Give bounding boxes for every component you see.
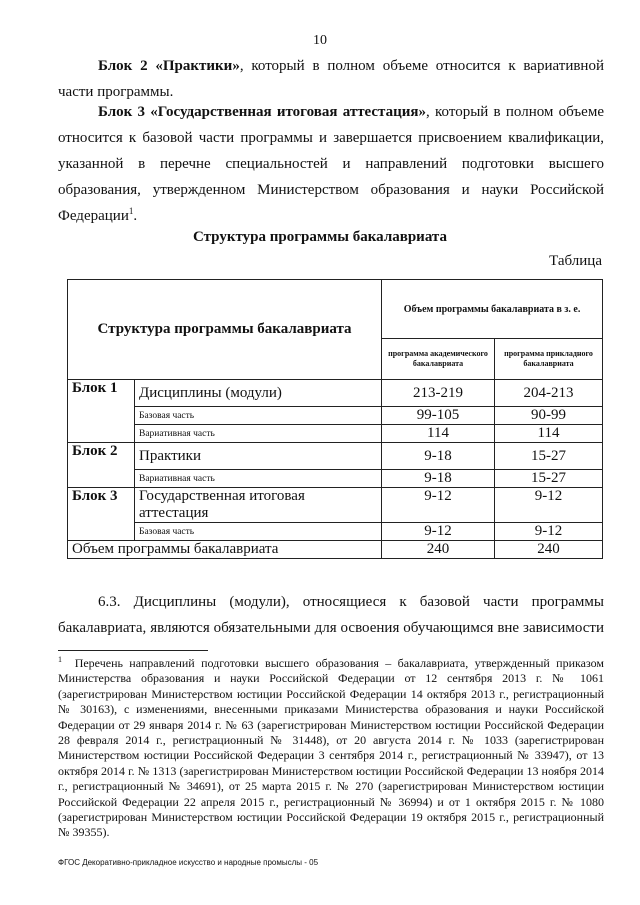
table-row xyxy=(68,407,603,425)
block-3-title: Блок 3 «Государственная итоговая аттестация» xyxy=(98,104,427,120)
block-3-text: , который в полном объеме относится к базовой части программы и завершается присвоением квалификации, указанной в перечне специальностей и направлений подготовки высшего образования, утвержденном Министерством образования и науки Российской Федерации xyxy=(58,104,604,224)
row-academic-value: 99-105 xyxy=(382,407,495,425)
footnote xyxy=(58,656,604,841)
row-academic-value: 9-12 xyxy=(382,488,495,523)
block-1-label: Блок 1 xyxy=(68,380,135,443)
row-name: Вариативная часть xyxy=(135,425,382,443)
table-total-row xyxy=(68,541,603,559)
header-applied: программа прикладного бакалавриата xyxy=(495,339,603,380)
row-applied-value: 204-213 xyxy=(495,380,603,407)
row-applied-value: 9-12 xyxy=(495,488,603,523)
paragraph-6-3: 6.3. Дисциплины (модули), относящиеся к базовой части программы бакалавриата, являются обязательными для освоения обучающимся вне зависимости xyxy=(58,594,604,636)
block-3-end: . xyxy=(133,208,138,224)
row-name: Дисциплины (модули) xyxy=(135,380,382,407)
header-volume: Объем программы бакалавриата в з. е. xyxy=(382,280,603,339)
row-name: Базовая часть xyxy=(135,407,382,425)
table-row xyxy=(68,523,603,541)
table-row xyxy=(68,380,603,407)
row-academic-value: 9-12 xyxy=(382,523,495,541)
header-structure: Структура программы бакалавриата xyxy=(68,280,382,380)
row-academic-value: 9-18 xyxy=(382,443,495,470)
row-name: Государственная итоговая аттестация xyxy=(135,488,382,523)
row-academic-value: 213-219 xyxy=(382,380,495,407)
footnote-divider xyxy=(58,650,208,651)
program-structure-table xyxy=(67,279,603,559)
table-label: Таблица xyxy=(549,253,602,269)
page-number: 10 xyxy=(313,33,327,48)
row-applied-value: 15-27 xyxy=(495,443,603,470)
row-name: Вариативная часть xyxy=(135,470,382,488)
row-applied-value: 114 xyxy=(495,425,603,443)
row-applied-value: 90-99 xyxy=(495,407,603,425)
row-academic-value: 114 xyxy=(382,425,495,443)
row-applied-value: 15-27 xyxy=(495,470,603,488)
block-3-label: Блок 3 xyxy=(68,488,135,541)
footnote-text: Перечень направлений подготовки высшего образования – бакалавриата, утвержденный приказом Министерства образования и науки Российской Федерации от 12 сентября 2013 г. № 1061 (зарегистрирован Министерством юстиции Российской Федерации 14 октября 2013 г., регистрационный № 30163), с изменениями, внесенными приказами Министерства образования и науки Российской Федерации от 29 января 2014 г. № 63 (зарегистрирован Министерством юстиции Российской Федерации 28 февраля 2014 г., регистрационный № 31448), от 20 августа 2014 г. № 1033 (зарегистрирован Министерством юстиции Российской Федерации 3 сентября 2014 г., регистрационный № 33947), от 13 октября 2014 г. № 1313 (зарегистрирован Министерством юстиции Российской Федерации 13 ноября 2014 г., регистрационный № 34691), от 25 марта 2015 г. № 270 (зарегистрирован Министерством юстиции Российской Федерации 22 апреля 2015 г., регистрационный № 36994) и от 1 октября 2015 г. № 1080 (зарегистрирован Министерством юстиции Российской Федерации 19 октября 2015 г., регистрационный № 39355). xyxy=(58,656,604,840)
row-applied-value: 9-12 xyxy=(495,523,603,541)
block-2-label: Блок 2 xyxy=(68,443,135,488)
table-row xyxy=(68,443,603,470)
total-name: Объем программы бакалавриата xyxy=(68,541,382,559)
page-footer: ФГОС Декоративно-прикладное искусство и народные промыслы - 05 xyxy=(58,858,319,867)
total-academic-value: 240 xyxy=(382,541,495,559)
row-name: Базовая часть xyxy=(135,523,382,541)
table-row xyxy=(68,488,603,523)
row-academic-value: 9-18 xyxy=(382,470,495,488)
table-row xyxy=(68,470,603,488)
table-header-row xyxy=(68,280,603,339)
table-row xyxy=(68,425,603,443)
paragraph-block-3 xyxy=(58,99,604,229)
block-2-title: Блок 2 «Практики» xyxy=(98,58,240,74)
total-applied-value: 240 xyxy=(495,541,603,559)
paragraph-block-2 xyxy=(58,53,604,105)
footnote-reference[interactable]: 1 xyxy=(128,206,134,216)
block-2-text: , который в полном объеме относится к вариативной части программы. xyxy=(58,58,604,100)
footnote-mark: 1 xyxy=(58,655,62,664)
header-academic: программа академического бакалавриата xyxy=(382,339,495,380)
row-name: Практики xyxy=(135,443,382,470)
table-title: Структура программы бакалавриата xyxy=(193,229,447,245)
